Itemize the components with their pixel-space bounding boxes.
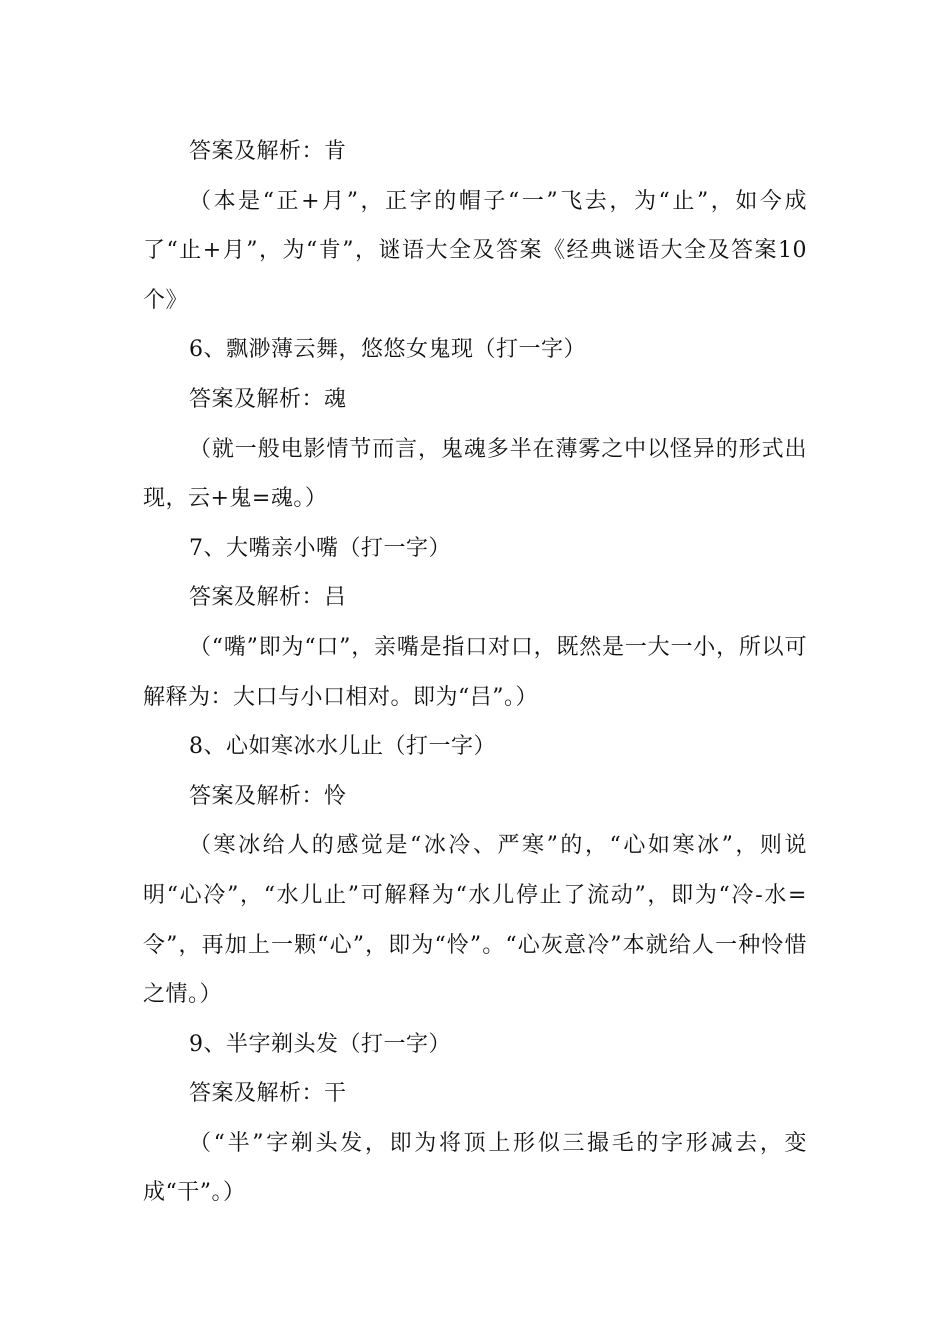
- riddle-question: 7、大嘴亲小嘴（打一字）: [189, 535, 451, 561]
- answer-line: 答案及解析：吕: [189, 585, 347, 611]
- explanation-paragraph: （“嘴”即为“口”，亲嘴是指口对口，既然是一大一小，所以可解释为：大口与小口相对。即为“吕”。）: [143, 634, 807, 710]
- riddle-question: 9、半字剃头发（打一字）: [189, 1031, 451, 1057]
- explanation-paragraph: （“半”字剃头发，即为将顶上形似三撮毛的字形减去，变成“干”。）: [143, 1130, 807, 1206]
- document-body: [143, 127, 807, 1218]
- riddle-question: 6、飘渺薄云舞，悠悠女鬼现（打一字）: [189, 337, 586, 363]
- answer-line: 答案及解析：肯: [189, 139, 347, 164]
- explanation-paragraph: （就一般电影情节而言，鬼魂多半在薄雾之中以怪异的形式出现，云+鬼=魂。）: [143, 436, 807, 512]
- explanation-paragraph: （本是“正+月”，正字的帽子“一”飞去，为“止”，如今成了“止+月”，为“肯”，谜语大全及答案《经典谜语大全及答案10个》: [143, 188, 807, 313]
- explanation-paragraph: （寒冰给人的感觉是“冰冷、严寒”的，“心如寒冰”，则说明“心冷”，“水儿止”可解释为“水儿停止了流动”，即为“冷-水=令”，再加上一颗“心”，即为“怜”。“心灰意冷”本就给人一种怜惜之情。）: [143, 833, 807, 1008]
- riddle-question: 8、心如寒冰水儿止（打一字）: [189, 734, 496, 760]
- answer-line: 答案及解析：干: [189, 1081, 347, 1107]
- answer-line: 答案及解析：魂: [189, 386, 347, 412]
- answer-line: 答案及解析：怜: [189, 783, 347, 809]
